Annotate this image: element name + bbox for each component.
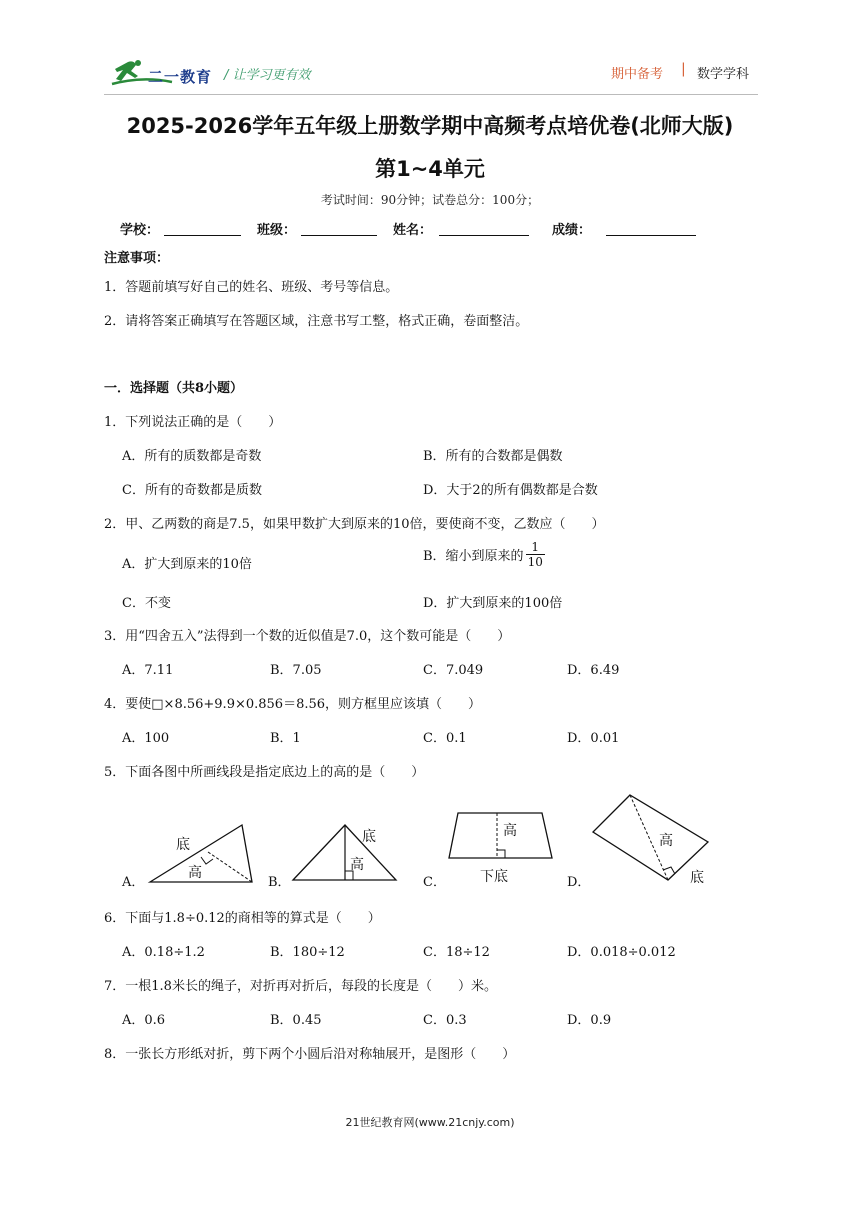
notice-item: 2．请将答案正确填写在答题区域，注意书写工整，格式正确，卷面整洁。 [104,314,529,329]
fraction-numerator: 1 [526,540,545,555]
notice-heading: 注意事项： [104,251,170,266]
question-stem: 4．要使□×8.56+9.9×0.856＝8.56，则方框里应该填（ ） [104,697,482,712]
figure-c-height-label: 高 [503,823,517,839]
option-c[interactable]: C．不变 [122,596,171,611]
option-c[interactable]: C．所有的奇数都是质数 [122,483,262,498]
option-a[interactable]: A．7.11 [122,663,174,678]
question-stem: 8．一张长方形纸对折，剪下两个小圆后沿对称轴展开，是图形（ ） [104,1047,516,1062]
figure-a-base-label: 底 [176,837,190,853]
exam-tag: 期中备考 [611,67,664,82]
subject-tag: 数学学科 [697,67,750,82]
option-b[interactable] [423,540,545,569]
fraction [526,540,545,569]
document-subtitle: 第1~4单元 [375,157,485,181]
figure-a-height-label: 高 [188,865,202,881]
option-c[interactable]: C．18÷12 [423,945,490,960]
figure-d-height-label: 高 [659,833,673,849]
option-c[interactable]: C．7.049 [423,663,484,678]
figure-c-base-label: 下底 [480,869,508,885]
option-d[interactable]: D．0.018÷0.012 [567,945,676,960]
question-stem: 7．一根1.8米长的绳子，对折再对折后，每段的长度是（ ）米。 [104,979,497,994]
name-label: 姓名： [393,223,433,238]
option-c[interactable]: C．0.3 [423,1013,467,1028]
score-blank[interactable] [606,235,696,236]
header-divider [104,94,758,95]
option-a[interactable]: A．0.18÷1.2 [122,945,205,960]
question-stem: 1．下列说法正确的是（ ） [104,415,282,430]
notice-item: 1．答题前填写好自己的姓名、班级、考号等信息。 [104,280,399,295]
document-title: 2025-2026学年五年级上册数学期中高频考点培优卷(北师大版) [126,114,734,138]
option-b[interactable]: B．0.45 [270,1013,322,1028]
question-stem: 2．甲、乙两数的商是7.5，如果甲数扩大到原来的10倍，要使商不变，乙数应（ ） [104,517,605,532]
section-title: 一．选择题（共8小题） [104,381,244,396]
brand-name: 二一教育 [148,68,213,86]
question-stem: 3．用“四舍五入”法得到一个数的近似值是7.0，这个数可能是（ ） [104,629,511,644]
figure-b-base-label: 底 [362,829,376,845]
question-stem: 5．下面各图中所画线段是指定底边上的高的是（ ） [104,765,425,780]
option-d[interactable]: D．扩大到原来的100倍 [423,596,563,611]
score-label: 成绩： [552,223,592,238]
option-c[interactable]: C．0.1 [423,731,467,746]
figure-b-height-label: 高 [350,857,364,873]
brand-slogan: / 让学习更有效 [224,68,311,83]
school-label: 学校： [120,223,160,238]
figure-d-base-label: 底 [690,870,704,886]
option-b[interactable]: B．1 [270,731,301,746]
fraction-denominator: 10 [527,555,543,569]
option-b[interactable]: B．所有的合数都是偶数 [423,449,563,464]
school-blank[interactable] [164,235,241,236]
class-blank[interactable] [301,235,377,236]
option-c[interactable]: C． [423,875,446,890]
question-stem: 6．下面与1.8÷0.12的商相等的算式是（ ） [104,911,381,926]
header-separator: | [681,61,686,77]
trapezoid-figure-c [446,810,556,862]
option-d[interactable]: D．0.9 [567,1013,612,1028]
option-a[interactable]: A．100 [122,731,170,746]
triangle-figure-b [290,822,400,882]
option-b[interactable]: B．7.05 [270,663,322,678]
option-b-text: B．缩小到原来的 [423,549,524,564]
option-d[interactable]: D．大于2的所有偶数都是合数 [423,483,598,498]
class-label: 班级： [257,223,297,238]
option-a[interactable]: A．所有的质数都是奇数 [122,449,262,464]
page-footer: 21世纪教育网(www.21cnjy.com) [345,1116,515,1129]
option-a[interactable]: A． [122,875,145,890]
option-d[interactable]: D． [567,875,591,890]
option-a[interactable]: A．扩大到原来的10倍 [122,557,252,572]
option-d[interactable]: D．6.49 [567,663,620,678]
name-blank[interactable] [439,235,529,236]
option-b[interactable]: B． [268,875,291,890]
option-a[interactable]: A．0.6 [122,1013,166,1028]
exam-meta: 考试时间：90分钟；试卷总分：100分； [320,193,540,207]
option-b[interactable]: B．180÷12 [270,945,345,960]
option-d[interactable]: D．0.01 [567,731,620,746]
